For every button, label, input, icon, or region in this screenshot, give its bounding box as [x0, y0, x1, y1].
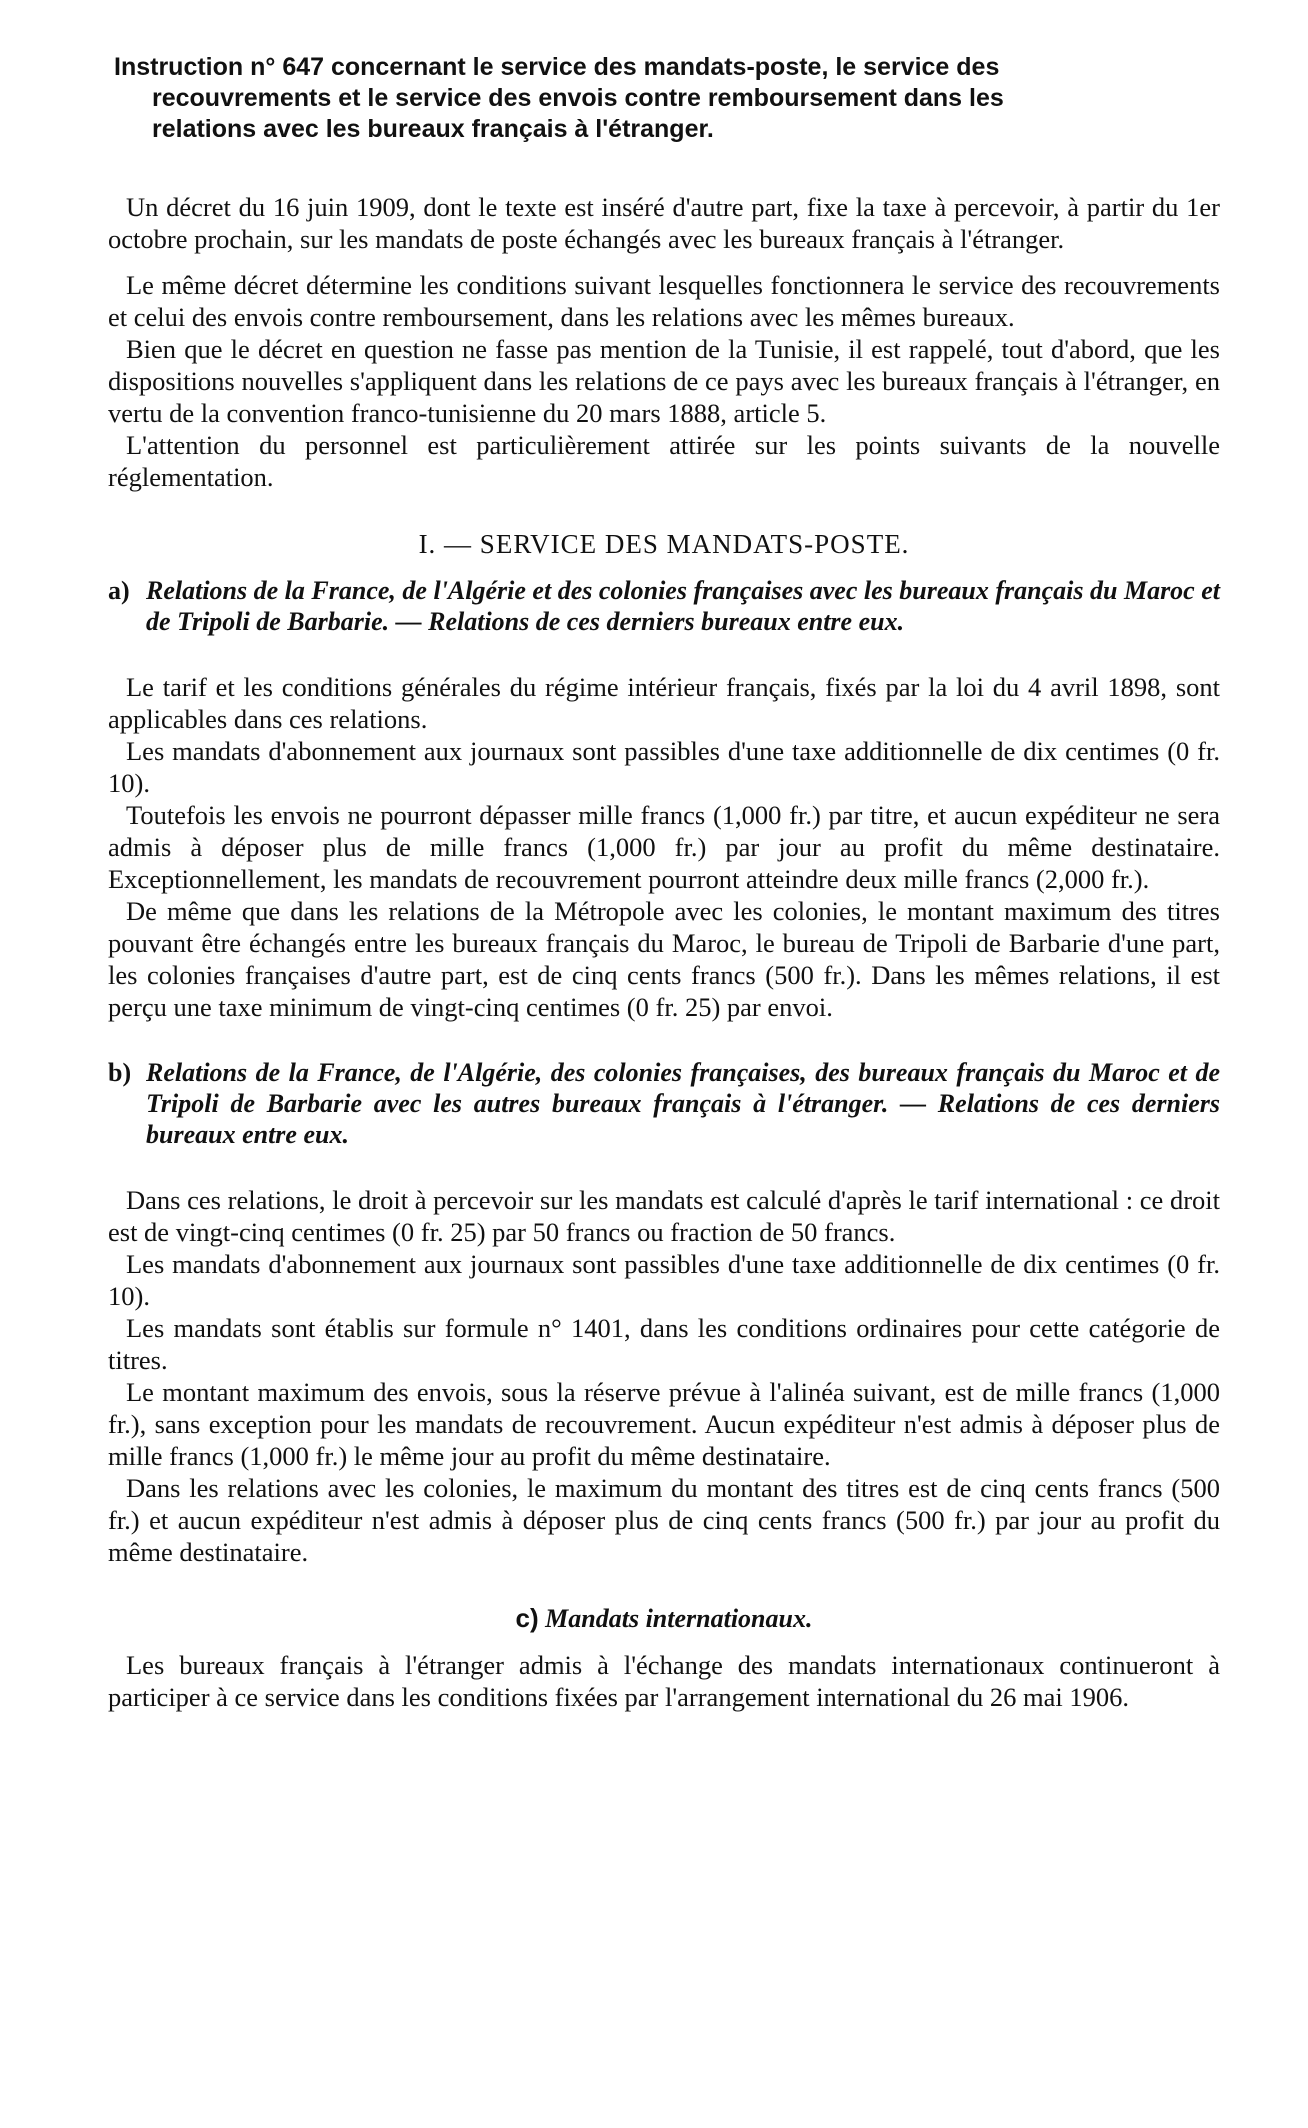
title-line: recouvrements et le service des envois contre remboursement dans les	[152, 84, 1004, 112]
title-line: Instruction n° 647 concernant le service des mandats-poste, le service des	[114, 53, 1000, 81]
subsection-b-title	[108, 1057, 1220, 1150]
intro-paragraph: L'attention du personnel est particulièrement attirée sur les points suivants de la nouvelle réglementation.	[108, 430, 1220, 492]
paragraph: Dans les relations avec les colonies, le maximum du montant des titres est de cinq cents francs (500 fr.) et aucun expéditeur n'est admis à déposer plus de cinq cents francs (500 fr.) par jour au profit du même destinataire.	[108, 1473, 1220, 1567]
paragraph: Le tarif et les conditions générales du régime intérieur français, fixés par la loi du 4 avril 1898, sont applicables dans ces relations.	[108, 672, 1220, 734]
paragraph: Le montant maximum des envois, sous la réserve prévue à l'alinéa suivant, est de mille francs (1,000 fr.), sans exception pour les mandats de recouvrement. Aucun expéditeur n'est admis à déposer plus de mille francs (1,000 fr.) le même jour au profit du même destinataire.	[108, 1377, 1220, 1471]
subsection-key: a)	[108, 576, 130, 605]
paragraph: Toutefois les envois ne pourront dépasser mille francs (1,000 fr.) par titre, et aucun expéditeur ne sera admis à déposer plus de mille francs (1,000 fr.) par jour au profit du même destinataire. Exceptionnellement, les mandats de recouvrement pourront atteindre deux mille francs (2,000 fr.).	[108, 800, 1220, 894]
intro-paragraph: Un décret du 16 juin 1909, dont le texte est inséré d'autre part, fixe la taxe à percevoir, à partir du 1er octobre prochain, sur les mandats de poste échangés avec les bureaux français à l'étranger.	[108, 192, 1220, 254]
section-heading: I. — SERVICE DES MANDATS-POSTE.	[418, 529, 910, 559]
subsection-key: b)	[108, 1058, 132, 1087]
subsection-title-text: Mandats internationaux.	[545, 1604, 813, 1633]
subsection-c-title	[108, 1602, 1220, 1635]
title-line: relations avec les bureaux français à l'étranger.	[152, 115, 714, 143]
subsection-key: c)	[515, 1603, 539, 1633]
paragraph: Les mandats sont établis sur formule n° 1401, dans les conditions ordinaires pour cette catégorie de titres.	[108, 1313, 1220, 1375]
subsection-a-title	[108, 575, 1220, 637]
subsection-title-text: Relations de la France, de l'Algérie et des colonies françaises avec les bureaux français du Maroc et de Tripoli de Barbarie. — Relations de ces derniers bureaux entre eux.	[146, 576, 1220, 636]
document-title	[114, 52, 1220, 145]
paragraph: Les mandats d'abonnement aux journaux sont passibles d'une taxe additionnelle de dix centimes (0 fr. 10).	[108, 1249, 1220, 1311]
document-page	[108, 52, 1220, 1713]
paragraph: Dans ces relations, le droit à percevoir sur les mandats est calculé d'après le tarif international : ce droit est de vingt-cinq centimes (0 fr. 25) par 50 francs ou fraction de 50 francs.	[108, 1185, 1220, 1247]
intro-paragraph: Bien que le décret en question ne fasse pas mention de la Tunisie, il est rappelé, tout d'abord, que les dispositions nouvelles s'appliquent dans les relations de ce pays avec les bureaux français à l'étranger, en vertu de la convention franco-tunisienne du 20 mars 1888, article 5.	[108, 334, 1220, 428]
paragraph: Les bureaux français à l'étranger admis à l'échange des mandats internationaux continueront à participer à ce service dans les conditions fixées par l'arrangement international du 26 mai 1906.	[108, 1650, 1220, 1712]
paragraph: Les mandats d'abonnement aux journaux sont passibles d'une taxe additionnelle de dix centimes (0 fr. 10).	[108, 736, 1220, 798]
intro-paragraph: Le même décret détermine les conditions suivant lesquelles fonctionnera le service des recouvrements et celui des envois contre remboursement, dans les relations avec les mêmes bureaux.	[108, 270, 1220, 332]
subsection-title-text: Relations de la France, de l'Algérie, des colonies françaises, des bureaux français du Maroc et de Tripoli de Barbarie avec les autres bureaux français à l'étranger. — Relations de ces derniers bureaux entre eux.	[146, 1058, 1220, 1149]
paragraph: De même que dans les relations de la Métropole avec les colonies, le montant maximum des titres pouvant être échangés entre les bureaux français du Maroc, le bureau de Tripoli de Barbarie d'une part, les colonies françaises d'autre part, est de cinq cents francs (500 fr.). Dans les mêmes relations, il est perçu une taxe minimum de vingt-cinq centimes (0 fr. 25) par envoi.	[108, 896, 1220, 1022]
